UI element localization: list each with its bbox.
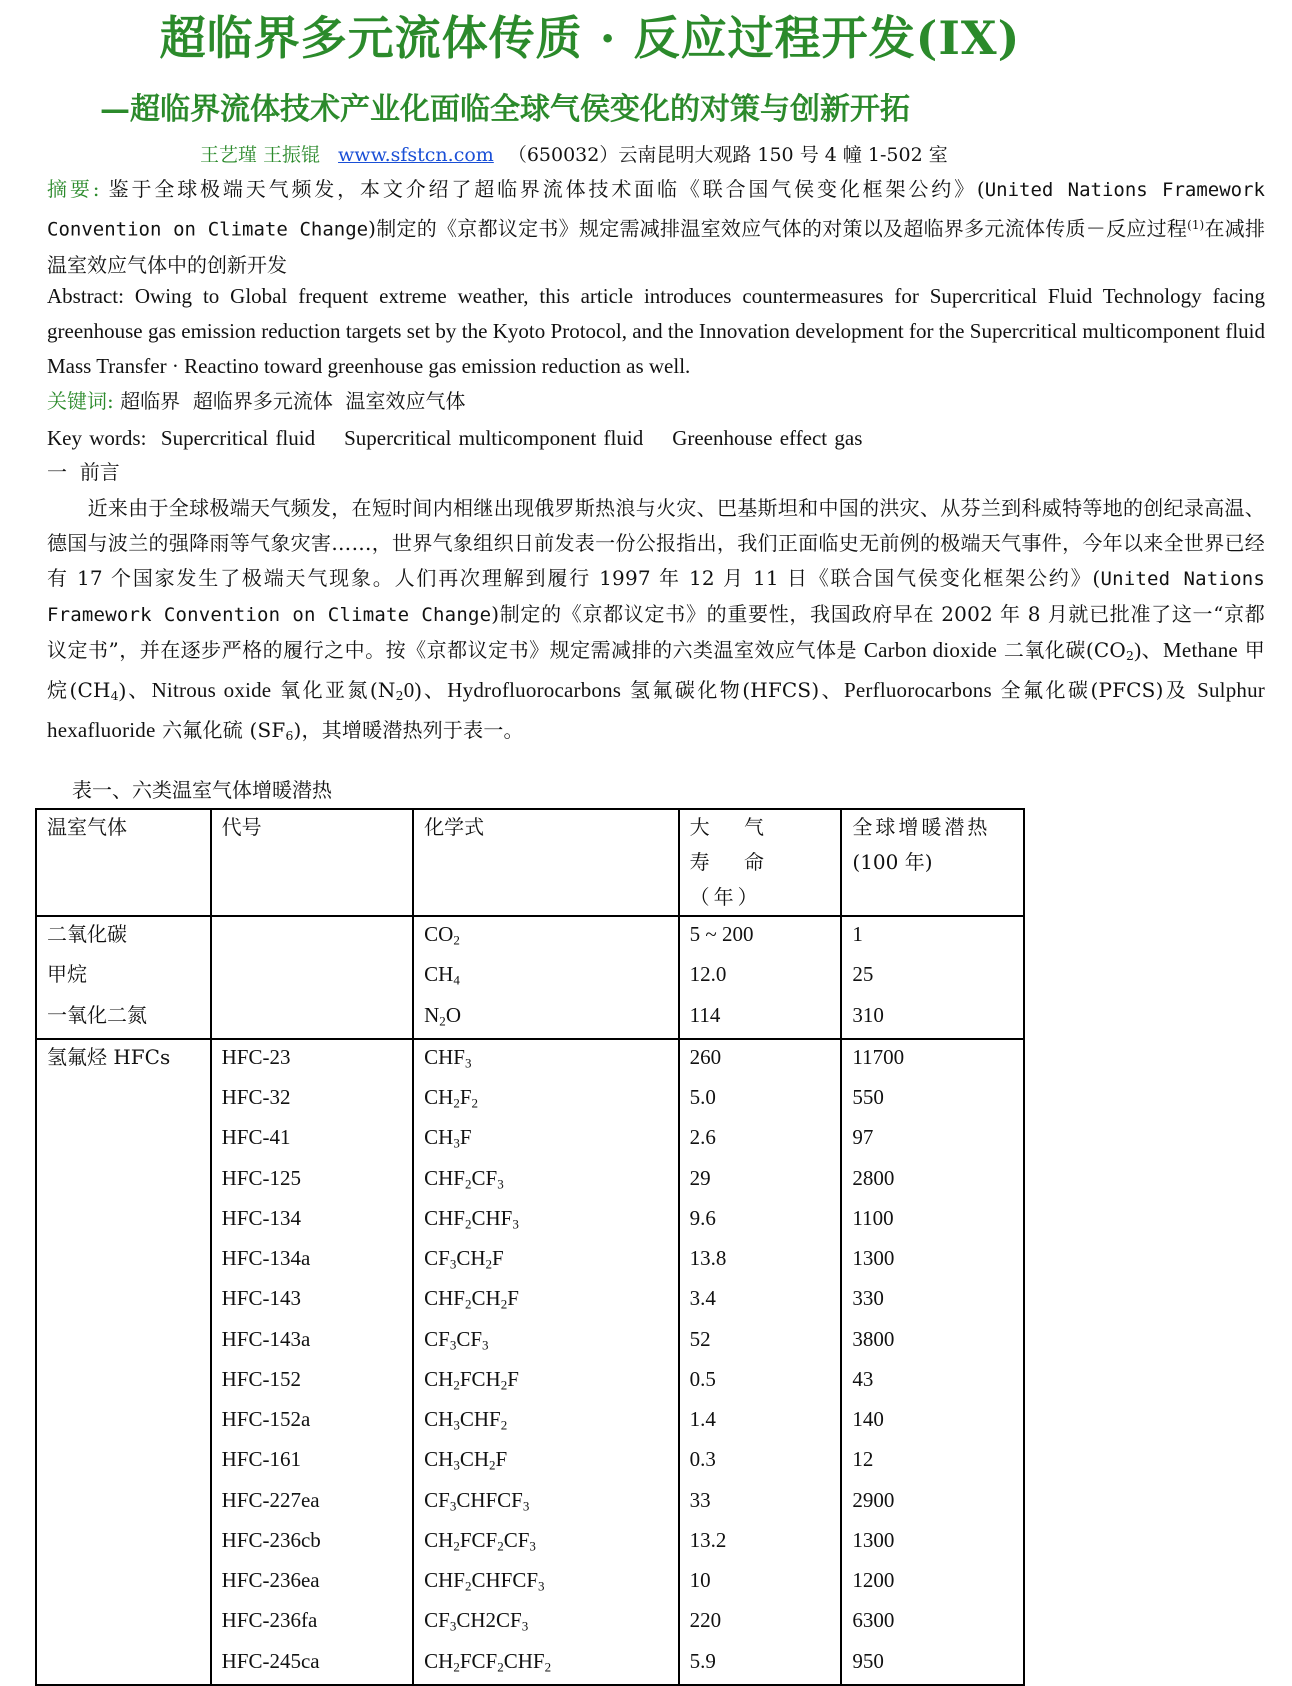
cell-code: HFC-143 bbox=[211, 1281, 414, 1321]
cell-code: HFC-152a bbox=[211, 1402, 414, 1442]
cell-code: HFC-236fa bbox=[211, 1603, 414, 1643]
header-code: 代号 bbox=[211, 809, 414, 916]
cell-gas: 甲烷 bbox=[36, 957, 211, 997]
table-caption: 表一、六类温室气体增暖潜热 bbox=[72, 778, 332, 802]
cell-gas bbox=[36, 1523, 211, 1563]
keywords-label: 关键词: bbox=[47, 389, 114, 413]
cell-lifetime: 52 bbox=[679, 1322, 842, 1362]
cell-gas bbox=[36, 1241, 211, 1281]
cell-gas bbox=[36, 1161, 211, 1201]
cell-gas bbox=[36, 1483, 211, 1523]
cell-formula: $CO_2$ bbox=[413, 916, 679, 957]
cell-code bbox=[211, 957, 414, 997]
table-row bbox=[36, 1523, 1024, 1563]
cell-formula: $CH_4$ bbox=[413, 957, 679, 997]
cell-gas: 氢氟烃 HFCs bbox=[36, 1039, 211, 1080]
cell-formula: $CHF_2CH_2F$ bbox=[413, 1281, 679, 1321]
cell-lifetime: 5.9 bbox=[679, 1644, 842, 1685]
cell-formula: $N_2O$ bbox=[413, 998, 679, 1039]
cell-lifetime: 29 bbox=[679, 1161, 842, 1201]
abstract-cn bbox=[47, 172, 1265, 283]
address: （650032）云南昆明大观路 150 号 4 幢 1-502 室 bbox=[507, 144, 948, 166]
cell-gwp: 43 bbox=[841, 1362, 1024, 1402]
intro-n2o-end: 0)、 bbox=[403, 678, 448, 703]
table-row bbox=[36, 1483, 1024, 1523]
cell-gwp: 1300 bbox=[841, 1523, 1024, 1563]
cell-gas bbox=[36, 1563, 211, 1603]
cell-gas: 二氧化碳 bbox=[36, 916, 211, 957]
table-row bbox=[36, 1442, 1024, 1482]
cell-lifetime: 220 bbox=[679, 1603, 842, 1643]
intro-ch4-cn: 甲烷(CH bbox=[47, 638, 1265, 703]
cell-formula: $CH_3F$ bbox=[413, 1120, 679, 1160]
cell-code: HFC-245ca bbox=[211, 1644, 414, 1685]
cell-code: HFC-152 bbox=[211, 1362, 414, 1402]
intro-co2-sub: 2 bbox=[1125, 648, 1135, 664]
intro-sf6-sub: 6 bbox=[285, 728, 294, 744]
cell-code: HFC-143a bbox=[211, 1322, 414, 1362]
cell-gwp: 330 bbox=[841, 1281, 1024, 1321]
intro-text-2: )制定的《京都议定书》的重要性，我国政府早在 2002 年 8 月就已批准了这一“京都议定书”，并在逐步严格的履行之中。按《京都议定书》规定需减排的六类温室效应气体是 bbox=[47, 602, 1266, 662]
intro-paragraph bbox=[47, 491, 1265, 753]
author-line bbox=[200, 140, 948, 167]
cell-gwp: 3800 bbox=[841, 1322, 1024, 1362]
table-body bbox=[36, 916, 1024, 1685]
greenhouse-gas-table bbox=[35, 808, 1025, 1686]
keywords-cn bbox=[47, 384, 1265, 419]
cell-formula: $CHF_2CHF_3$ bbox=[413, 1201, 679, 1241]
table-row bbox=[36, 1161, 1024, 1201]
cell-gwp: 950 bbox=[841, 1644, 1024, 1685]
cell-lifetime: 33 bbox=[679, 1483, 842, 1523]
cell-gas bbox=[36, 1644, 211, 1685]
cell-gwp: 97 bbox=[841, 1120, 1024, 1160]
table-row bbox=[36, 1563, 1024, 1603]
cell-formula: $CF_3CF_3$ bbox=[413, 1322, 679, 1362]
header-lifetime: 大 气 寿 命 （年） bbox=[679, 809, 842, 916]
cell-lifetime: 13.2 bbox=[679, 1523, 842, 1563]
page-subtitle: —超临界流体技术产业化面临全球气侯变化的对策与创新开拓 bbox=[100, 92, 910, 127]
authors: 王艺瑾 王振锟 bbox=[200, 144, 321, 166]
cell-lifetime: 2.6 bbox=[679, 1120, 842, 1160]
cell-formula: $CH_3CH_2F$ bbox=[413, 1442, 679, 1482]
table-row bbox=[36, 1241, 1024, 1281]
intro-hfc-en: Hydrofluorocarbons bbox=[447, 678, 622, 703]
intro-text-1: 近来由于全球极端天气频发，在短时间内相继出现俄罗斯热浪与火灾、巴基斯坦和中国的洪灾、从芬兰到科威特等地的创纪录高温、德国与波兰的强降雨等气象灾害……，世界气象组织日前发表一份公报指出，我们正面临史无前例的极端天气事件，今年以来全世界已经有 17 个国家发生了极端天气现象。人们再次理解到履行 1997 年 12 月 11 日《联合国气侯变化框架公约》( bbox=[47, 496, 1265, 590]
intro-co2-cn: 二氧化碳(CO bbox=[997, 638, 1126, 662]
cell-lifetime: 0.5 bbox=[679, 1362, 842, 1402]
cell-code: HFC-236ea bbox=[211, 1563, 414, 1603]
abstract-text: 鉴于全球极端天气频发，本文介绍了超临界流体技术面临《联合国气侯变化框架公约》( bbox=[99, 177, 985, 201]
intro-n2o-en: )、Nitrous oxide bbox=[118, 678, 272, 703]
intro-n2o-sub: 2 bbox=[395, 688, 404, 704]
cell-gwp: 1100 bbox=[841, 1201, 1024, 1241]
cell-gas bbox=[36, 1120, 211, 1160]
table-row bbox=[36, 1201, 1024, 1241]
cell-gwp: 1 bbox=[841, 916, 1024, 957]
cell-gwp: 11700 bbox=[841, 1039, 1024, 1080]
table-row bbox=[36, 1039, 1024, 1080]
table-row bbox=[36, 1644, 1024, 1685]
cell-lifetime: 12.0 bbox=[679, 957, 842, 997]
cell-lifetime: 114 bbox=[679, 998, 842, 1039]
page-title: 超临界多元流体传质 · 反应过程开发(IX) bbox=[159, 11, 1021, 65]
cell-code: HFC-41 bbox=[211, 1120, 414, 1160]
section-heading: 一 前言 bbox=[47, 460, 120, 484]
cell-gas bbox=[36, 1362, 211, 1402]
cell-code: HFC-32 bbox=[211, 1080, 414, 1120]
table-header-row bbox=[36, 809, 1024, 916]
cell-formula: $CF_3CH_2F$ bbox=[413, 1241, 679, 1281]
cell-lifetime: 3.4 bbox=[679, 1281, 842, 1321]
cell-lifetime: 5 ~ 200 bbox=[679, 916, 842, 957]
cell-code: HFC-227ea bbox=[211, 1483, 414, 1523]
intro-hfc-cn: 氢氟碳化物(HFCS)、 bbox=[621, 678, 845, 703]
table-row bbox=[36, 1080, 1024, 1120]
table-row bbox=[36, 1120, 1024, 1160]
cell-gwp: 550 bbox=[841, 1080, 1024, 1120]
cell-formula: $CF_3CHFCF_3$ bbox=[413, 1483, 679, 1523]
website-link[interactable]: www.sfstcn.com bbox=[338, 144, 494, 166]
table-row bbox=[36, 916, 1024, 957]
cell-code: HFC-134a bbox=[211, 1241, 414, 1281]
cell-gwp: 1200 bbox=[841, 1563, 1024, 1603]
cell-code: HFC-23 bbox=[211, 1039, 414, 1080]
table-row bbox=[36, 1402, 1024, 1442]
cell-formula: $CHF_2CHFCF_3$ bbox=[413, 1563, 679, 1603]
intro-ch4-en: )、Methane bbox=[1134, 638, 1238, 662]
abstract-text-2: )制定的《京都议定书》规定需减排温室效应气体的对策以及超临界多元流体传质－反应过程 bbox=[368, 216, 1188, 241]
cell-formula: $CH_3CHF_2$ bbox=[413, 1402, 679, 1442]
table-row bbox=[36, 998, 1024, 1039]
table-row bbox=[36, 957, 1024, 997]
table-row bbox=[36, 1322, 1024, 1362]
abstract-en-name: United Nations Framework Convention on Climate Change bbox=[47, 179, 1265, 241]
cell-gwp: 2900 bbox=[841, 1483, 1024, 1523]
header-gwp: 全球增暖潜热 (100 年) bbox=[841, 809, 1024, 916]
intro-pfc-en: Perfluorocarbons bbox=[844, 678, 992, 703]
cell-formula: $CHF_2CF_3$ bbox=[413, 1161, 679, 1201]
cell-code bbox=[211, 998, 414, 1039]
intro-end: )，其增暖潜热列于表一。 bbox=[293, 718, 524, 743]
cell-gwp: 1300 bbox=[841, 1241, 1024, 1281]
cell-code: HFC-236cb bbox=[211, 1523, 414, 1563]
cell-gas bbox=[36, 1201, 211, 1241]
cell-lifetime: 13.8 bbox=[679, 1241, 842, 1281]
cell-gwp: 25 bbox=[841, 957, 1024, 997]
cell-gas bbox=[36, 1402, 211, 1442]
cell-formula: $CH_2FCH_2F$ bbox=[413, 1362, 679, 1402]
intro-sf6-en: Sulphur hexafluoride bbox=[47, 678, 1265, 743]
keywords-en: Key words: Supercritical fluid Supercritical multicomponent fluid Greenhouse effect gas bbox=[47, 426, 863, 450]
cell-gwp: 140 bbox=[841, 1402, 1024, 1442]
header-gas: 温室气体 bbox=[36, 809, 211, 916]
cell-lifetime: 9.6 bbox=[679, 1201, 842, 1241]
cell-lifetime: 260 bbox=[679, 1039, 842, 1080]
cell-code: HFC-134 bbox=[211, 1201, 414, 1241]
table-row bbox=[36, 1603, 1024, 1643]
cell-formula: $CH_2FCF_2CHF_2$ bbox=[413, 1644, 679, 1685]
cell-formula: $CHF_3$ bbox=[413, 1039, 679, 1080]
cell-lifetime: 0.3 bbox=[679, 1442, 842, 1482]
cell-gas bbox=[36, 1322, 211, 1362]
intro-en-name: United Nations Framework Convention on Climate Change bbox=[47, 568, 1265, 626]
cell-gwp: 12 bbox=[841, 1442, 1024, 1482]
cell-code: HFC-125 bbox=[211, 1161, 414, 1201]
cell-formula: $CF_3CH2CF_3$ bbox=[413, 1603, 679, 1643]
keywords-text: 超临界 超临界多元流体 温室效应气体 bbox=[113, 389, 466, 413]
reference-mark: (1) bbox=[1187, 218, 1205, 232]
intro-ch4-sub: 4 bbox=[110, 688, 119, 704]
table-row bbox=[36, 1362, 1024, 1402]
cell-gas bbox=[36, 1442, 211, 1482]
cell-code: HFC-161 bbox=[211, 1442, 414, 1482]
cell-gas: 一氧化二氮 bbox=[36, 998, 211, 1039]
intro-sf6-cn: 六氟化硫 (SF bbox=[155, 718, 286, 743]
table-row bbox=[36, 1281, 1024, 1321]
abstract-text-3: 在减排温室效应气体中的创新开发 bbox=[47, 216, 1265, 277]
cell-lifetime: 1.4 bbox=[679, 1402, 842, 1442]
cell-gwp: 6300 bbox=[841, 1603, 1024, 1643]
cell-gwp: 310 bbox=[841, 998, 1024, 1039]
cell-gwp: 2800 bbox=[841, 1161, 1024, 1201]
cell-formula: $CH_2FCF_2CF_3$ bbox=[413, 1523, 679, 1563]
cell-gas bbox=[36, 1281, 211, 1321]
header-formula: 化学式 bbox=[413, 809, 679, 916]
cell-lifetime: 5.0 bbox=[679, 1080, 842, 1120]
abstract-label: 摘要: bbox=[47, 177, 100, 201]
intro-co2-en: Carbon dioxide bbox=[863, 638, 998, 662]
cell-code bbox=[211, 916, 414, 957]
intro-pfc-cn: 全氟化碳(PFCS)及 bbox=[991, 678, 1198, 703]
cell-formula: $CH_2F_2$ bbox=[413, 1080, 679, 1120]
abstract-en: Abstract: Owing to Global frequent extreme weather, this article introduces countermeasures for Supercritical Fluid Technology facing greenhouse gas emission reduction targets set by the Kyoto Protocol, and the Innovation development for the Supercritical multicomponent fluid Mass Transfer · Reactino toward greenhouse gas emission reduction as well. bbox=[47, 284, 1265, 378]
cell-gas bbox=[36, 1603, 211, 1643]
intro-n2o-cn: 氧化亚氮(N bbox=[271, 678, 396, 703]
cell-lifetime: 10 bbox=[679, 1563, 842, 1603]
cell-gas bbox=[36, 1080, 211, 1120]
